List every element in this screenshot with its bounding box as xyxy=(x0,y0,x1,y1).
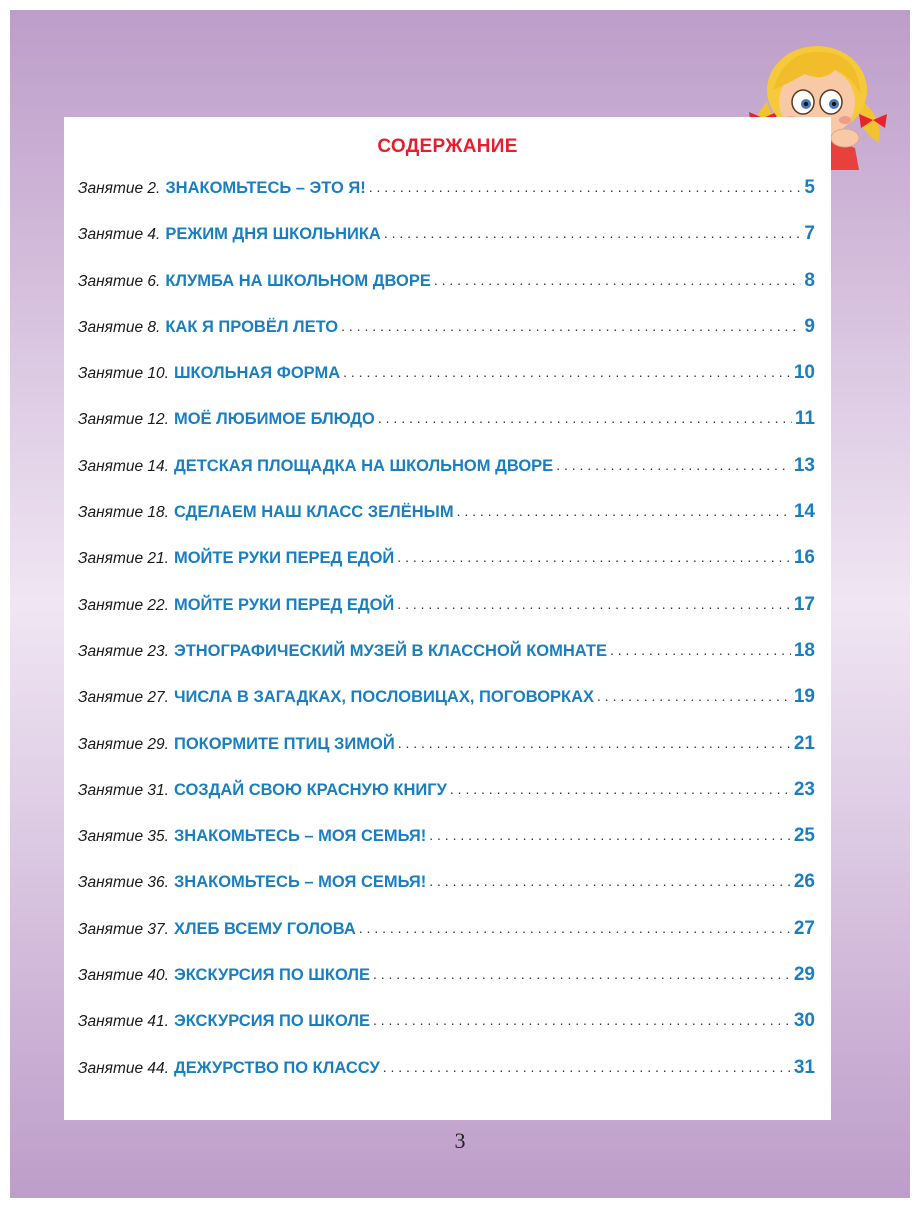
toc-lesson-label: Занятие 29. xyxy=(78,735,169,753)
toc-page-number: 16 xyxy=(793,547,815,569)
toc-entry xyxy=(78,779,815,825)
toc-entry xyxy=(78,1010,815,1056)
toc-page-number: 30 xyxy=(793,1010,815,1032)
toc-dot-leader xyxy=(597,688,791,704)
toc-topic-title: ХЛЕБ ВСЕМУ ГОЛОВА xyxy=(173,919,356,938)
toc-page-number: 23 xyxy=(793,778,815,800)
toc-entry xyxy=(78,362,815,408)
contents-panel xyxy=(64,117,831,1120)
toc-page-number: 11 xyxy=(794,408,815,430)
toc-page-number: 17 xyxy=(793,593,815,615)
toc-entry xyxy=(78,177,815,223)
toc-dot-leader xyxy=(398,735,791,751)
toc-topic-title: ЭТНОГРАФИЧЕСКИЙ МУЗЕЙ В КЛАССНОЙ КОМНАТЕ xyxy=(173,641,607,660)
toc-dot-leader xyxy=(397,549,791,565)
toc-topic-title: ШКОЛЬНАЯ ФОРМА xyxy=(173,364,341,383)
toc-entry xyxy=(78,501,815,547)
toc-lesson-label: Занятие 41. xyxy=(78,1013,169,1031)
toc-dot-leader xyxy=(341,318,801,334)
toc-topic-title: ЗНАКОМЬТЕСЬ – ЭТО Я! xyxy=(165,179,366,197)
toc-dot-leader xyxy=(384,225,802,241)
toc-lesson-label: Занятие 37. xyxy=(78,920,169,938)
toc-entry xyxy=(78,316,815,362)
toc-lesson-label: Занятие 22. xyxy=(78,596,169,614)
toc-entry xyxy=(78,408,815,454)
toc-page-number: 9 xyxy=(804,315,815,337)
toc-topic-title: ЧИСЛА В ЗАГАДКАХ, ПОСЛОВИЦАХ, ПОГОВОРКАХ xyxy=(173,688,595,707)
toc-entry xyxy=(78,455,815,501)
toc-page-number: 10 xyxy=(793,362,815,384)
contents-list xyxy=(78,177,815,1103)
page-number: 3 xyxy=(454,1128,466,1153)
toc-page-number: 18 xyxy=(793,639,815,661)
toc-topic-title: КАК Я ПРОВЁЛ ЛЕТО xyxy=(165,317,339,336)
toc-page-number: 19 xyxy=(793,686,815,708)
toc-lesson-label: Занятие 31. xyxy=(78,781,169,799)
toc-topic-title: МОЙТЕ РУКИ ПЕРЕД ЕДОЙ xyxy=(173,595,395,614)
toc-page-number: 31 xyxy=(793,1056,815,1078)
toc-lesson-label: Занятие 6. xyxy=(78,272,161,290)
toc-page-number: 5 xyxy=(804,177,815,198)
toc-topic-title: ПОКОРМИТЕ ПТИЦ ЗИМОЙ xyxy=(173,734,395,753)
toc-topic-title: ДЕЖУРСТВО ПО КЛАССУ xyxy=(173,1058,380,1077)
toc-topic-title: МОЙТЕ РУКИ ПЕРЕД ЕДОЙ xyxy=(173,549,395,568)
toc-dot-leader xyxy=(429,827,791,843)
toc-topic-title: ДЕТСКАЯ ПЛОЩАДКА НА ШКОЛЬНОМ ДВОРЕ xyxy=(173,456,554,475)
toc-topic-title: ЭКСКУРСИЯ ПО ШКОЛЕ xyxy=(173,1012,370,1031)
toc-entry xyxy=(78,964,815,1010)
toc-page-number: 25 xyxy=(793,825,815,847)
book-page xyxy=(10,10,910,1198)
toc-page-number: 8 xyxy=(804,269,815,291)
toc-lesson-label: Занятие 10. xyxy=(78,365,169,383)
toc-dot-leader xyxy=(369,179,802,195)
toc-lesson-label: Занятие 14. xyxy=(78,457,169,475)
toc-page-number: 14 xyxy=(793,501,815,523)
toc-topic-title: ЗНАКОМЬТЕСЬ – МОЯ СЕМЬЯ! xyxy=(173,873,427,892)
toc-dot-leader xyxy=(383,1059,791,1075)
toc-lesson-label: Занятие 12. xyxy=(78,411,169,429)
toc-dot-leader xyxy=(610,642,791,658)
toc-entry xyxy=(78,594,815,640)
toc-dot-leader xyxy=(429,873,791,889)
contents-title: СОДЕРЖАНИЕ xyxy=(377,136,518,157)
toc-page-number: 27 xyxy=(793,917,815,939)
toc-page-number: 29 xyxy=(793,964,815,986)
toc-entry xyxy=(78,223,815,269)
toc-lesson-label: Занятие 40. xyxy=(78,967,169,985)
toc-dot-leader xyxy=(343,364,791,380)
toc-lesson-label: Занятие 18. xyxy=(78,504,169,522)
toc-entry xyxy=(78,640,815,686)
toc-dot-leader xyxy=(457,503,791,519)
toc-dot-leader xyxy=(434,272,802,288)
toc-dot-leader xyxy=(450,781,791,797)
toc-lesson-label: Занятие 36. xyxy=(78,874,169,892)
toc-lesson-label: Занятие 35. xyxy=(78,828,169,846)
toc-lesson-label: Занятие 21. xyxy=(78,550,169,568)
toc-topic-title: ЭКСКУРСИЯ ПО ШКОЛЕ xyxy=(173,966,370,985)
toc-lesson-label: Занятие 44. xyxy=(78,1059,169,1077)
toc-page-number: 7 xyxy=(804,223,815,245)
toc-topic-title: ЗНАКОМЬТЕСЬ – МОЯ СЕМЬЯ! xyxy=(173,827,427,846)
toc-lesson-label: Занятие 8. xyxy=(78,318,161,336)
toc-dot-leader xyxy=(556,457,791,473)
toc-lesson-label: Занятие 23. xyxy=(78,642,169,660)
toc-page-number: 21 xyxy=(793,732,815,754)
toc-topic-title: СОЗДАЙ СВОЮ КРАСНУЮ КНИГУ xyxy=(173,780,447,799)
toc-page-number: 13 xyxy=(793,454,815,476)
toc-entry xyxy=(78,871,815,917)
toc-dot-leader xyxy=(373,966,791,982)
toc-entry xyxy=(78,270,815,316)
toc-dot-leader xyxy=(359,920,791,936)
toc-entry xyxy=(78,918,815,964)
toc-lesson-label: Занятие 27. xyxy=(78,689,169,707)
toc-lesson-label: Занятие 4. xyxy=(78,226,161,244)
toc-topic-title: СДЕЛАЕМ НАШ КЛАСС ЗЕЛЁНЫМ xyxy=(173,503,454,522)
toc-page-number: 26 xyxy=(793,871,815,893)
toc-entry xyxy=(78,547,815,593)
toc-entry xyxy=(78,686,815,732)
toc-entry xyxy=(78,825,815,871)
toc-topic-title: РЕЖИМ ДНЯ ШКОЛЬНИКА xyxy=(165,225,381,244)
toc-dot-leader xyxy=(397,596,791,612)
toc-dot-leader xyxy=(378,410,792,426)
toc-entry xyxy=(78,1057,815,1103)
toc-dot-leader xyxy=(373,1012,791,1028)
toc-topic-title: КЛУМБА НА ШКОЛЬНОМ ДВОРЕ xyxy=(165,271,431,290)
toc-lesson-label: Занятие 2. xyxy=(78,180,161,197)
toc-topic-title: МОЁ ЛЮБИМОЕ БЛЮДО xyxy=(173,410,375,429)
toc-entry xyxy=(78,733,815,779)
